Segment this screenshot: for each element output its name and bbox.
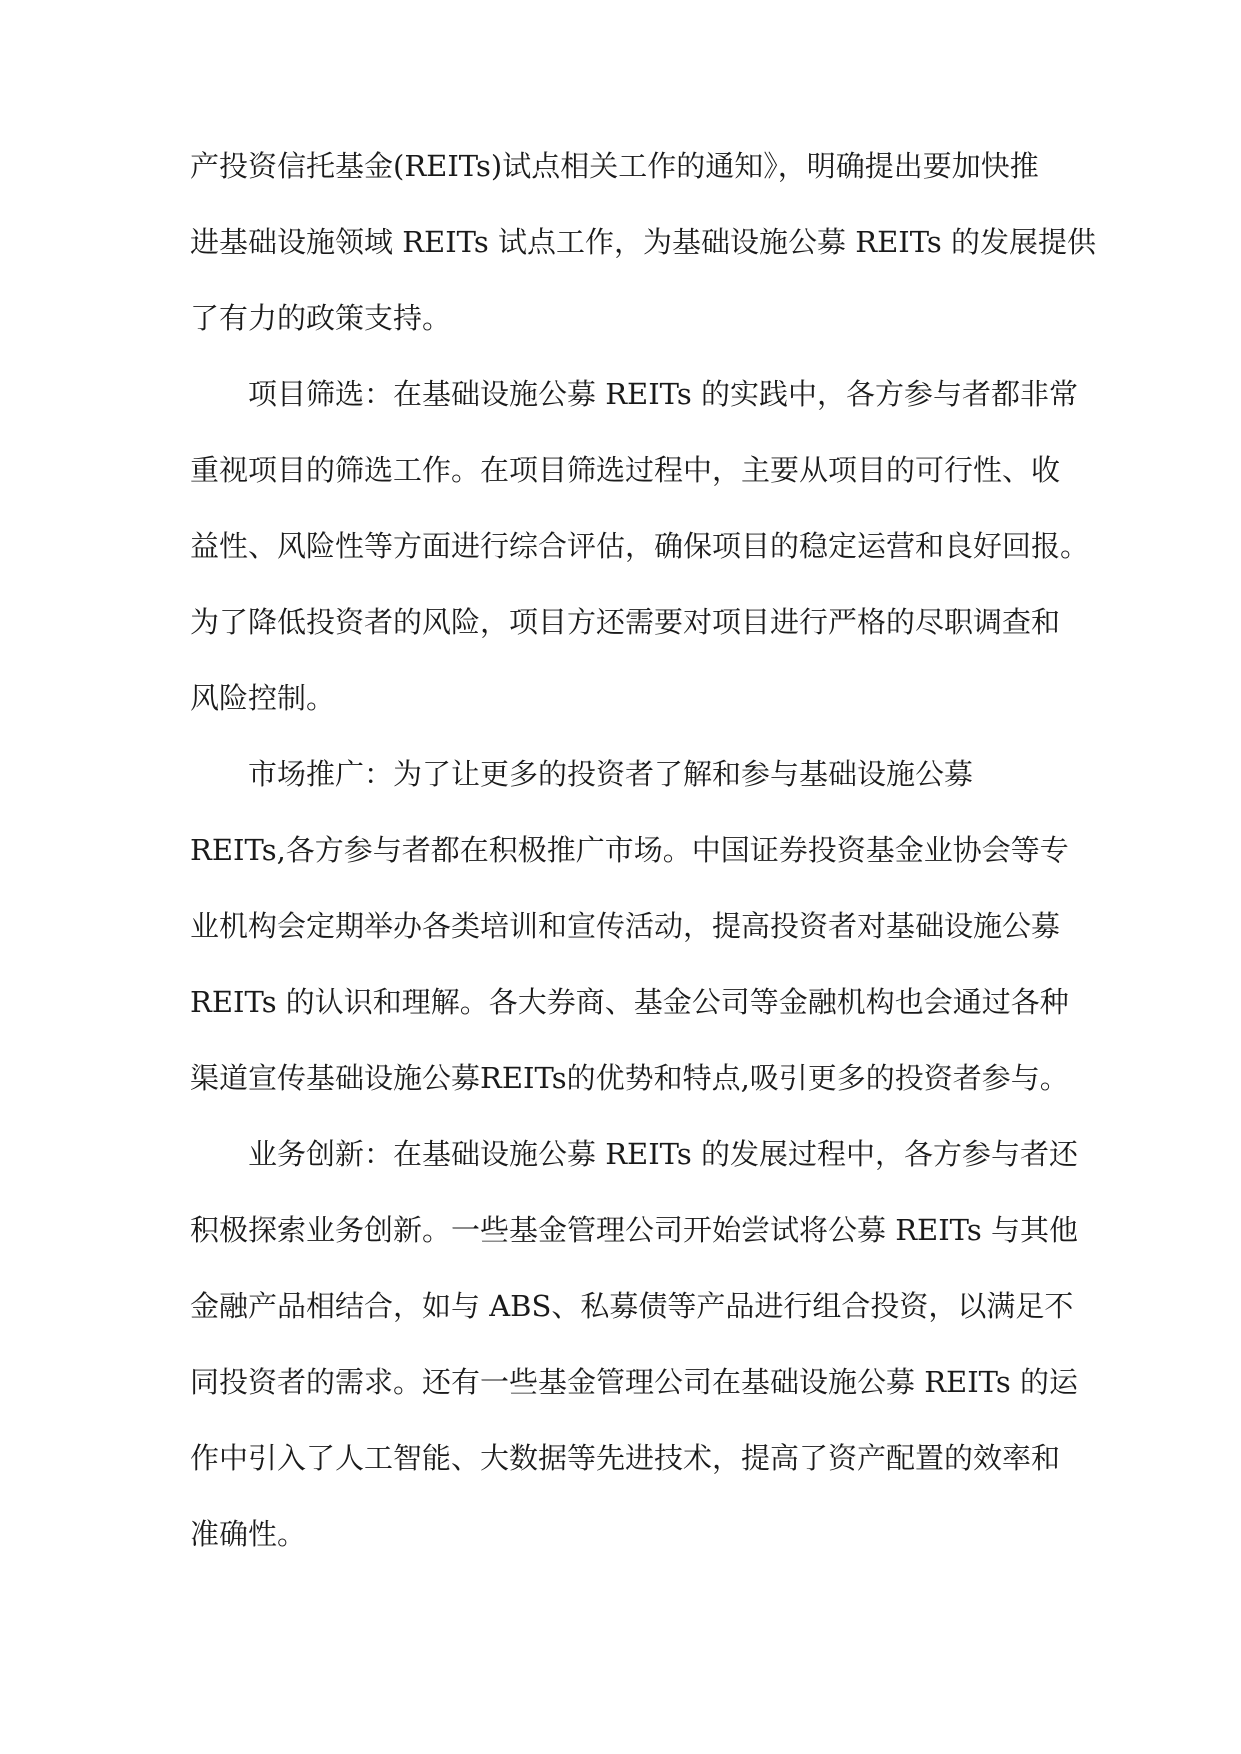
text-line: 风险控制。	[190, 681, 336, 715]
text-line: 市场推广：为了让更多的投资者了解和参与基础设施公募	[248, 757, 974, 791]
text-line: 渠道宣传基础设施公募REITs的优势和特点,吸引更多的投资者参与。	[190, 1061, 1069, 1095]
body-text	[190, 143, 1097, 1587]
text-line: 积极探索业务创新。一些基金管理公司开始尝试将公募 REITs 与其他	[190, 1213, 1079, 1247]
text-line: 准确性。	[190, 1517, 307, 1551]
paragraph-policy-support	[190, 143, 1097, 371]
paragraph-project-screening	[190, 371, 1090, 751]
paragraph-market-promotion	[190, 751, 1069, 1131]
text-line: 同投资者的需求。还有一些基金管理公司在基础设施公募 REITs 的运	[190, 1365, 1079, 1399]
text-line: REITs 的认识和理解。各大券商、基金公司等金融机构也会通过各种	[190, 985, 1069, 1019]
text-line: 产投资信托基金(REITs)试点相关工作的通知》，明确提出要加快推	[190, 149, 1039, 183]
text-line: 了有力的政策支持。	[190, 301, 452, 335]
text-line: 进基础设施领域 REITs 试点工作，为基础设施公募 REITs 的发展提供	[190, 225, 1097, 259]
text-line: 金融产品相结合，如与 ABS、私募债等产品进行组合投资，以满足不	[190, 1289, 1074, 1323]
text-line: 为了降低投资者的风险，项目方还需要对项目进行严格的尽职调查和	[190, 605, 1061, 639]
text-line: 业机构会定期举办各类培训和宣传活动，提高投资者对基础设施公募	[190, 909, 1061, 943]
paragraph-business-innovation	[190, 1131, 1079, 1587]
text-line: 项目筛选：在基础设施公募 REITs 的实践中，各方参与者都非常	[248, 377, 1079, 411]
text-line: REITs,各方参与者都在积极推广市场。中国证券投资基金业协会等专	[190, 833, 1069, 867]
text-line: 业务创新：在基础设施公募 REITs 的发展过程中，各方参与者还	[248, 1137, 1079, 1171]
text-line: 重视项目的筛选工作。在项目筛选过程中，主要从项目的可行性、收	[190, 453, 1061, 487]
text-line: 益性、风险性等方面进行综合评估，确保项目的稳定运营和良好回报。	[190, 529, 1090, 563]
text-line: 作中引入了人工智能、大数据等先进技术，提高了资产配置的效率和	[190, 1441, 1061, 1475]
